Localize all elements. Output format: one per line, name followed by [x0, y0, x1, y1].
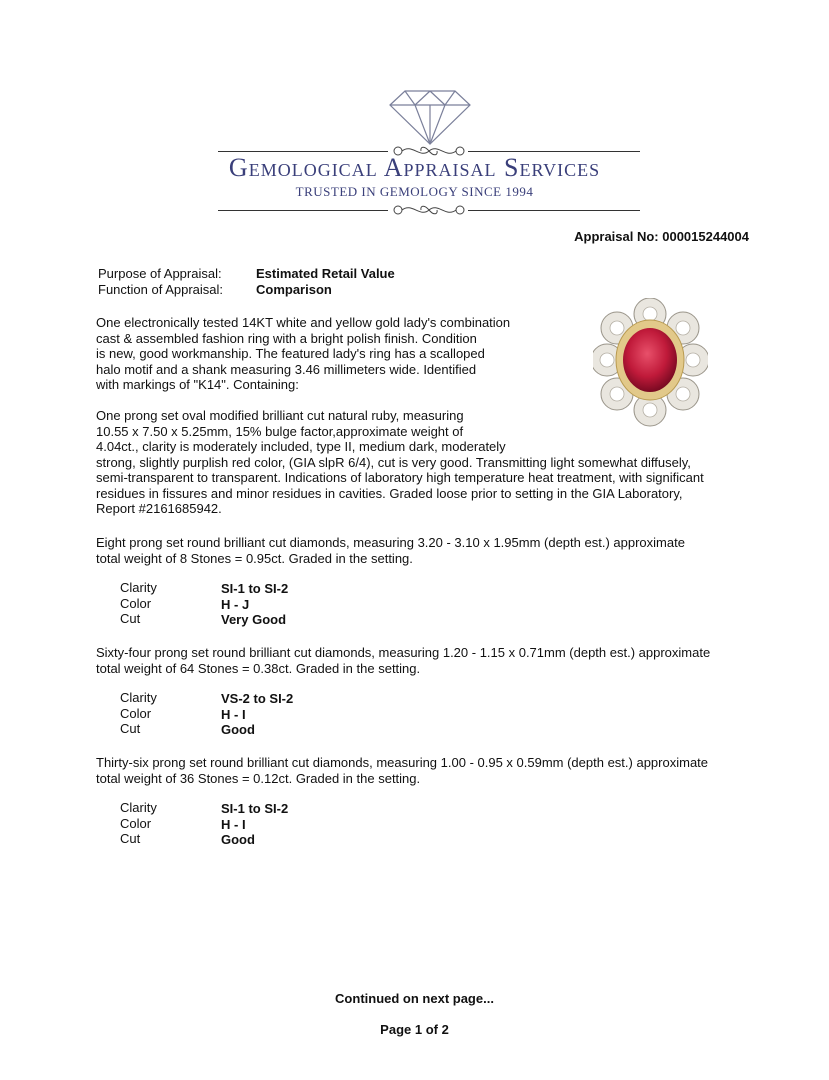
diamond-icon — [385, 88, 475, 146]
diamond-group-3-description — [96, 755, 708, 786]
diamond-group-line: Sixty-four prong set round brilliant cut diamonds, measuring 1.20 - 1.15 x 0.71mm (depth est.) approximate — [96, 645, 711, 660]
diamond-group-1-spec-values — [221, 581, 288, 628]
purpose-label: Purpose of Appraisal: — [98, 266, 222, 281]
page-number: Page 1 of 2 — [380, 1022, 449, 1037]
function-value: Comparison — [256, 282, 332, 297]
diamond-group-line: Thirty-six prong set round brilliant cut diamonds, measuring 1.00 - 0.95 x 0.59mm (depth est.) approximate — [96, 755, 709, 770]
spec-label-cut: Cut — [120, 611, 141, 626]
description-line: with markings of "K14". Containing: — [96, 377, 299, 392]
spec-value-clarity: SI-1 to SI-2 — [221, 801, 289, 816]
spec-label-color: Color — [120, 815, 152, 831]
diamond-group-3-spec-labels — [120, 800, 157, 847]
company-name: Gemological Appraisal Services — [228, 153, 601, 182]
purpose-value: Estimated Retail Value — [256, 266, 395, 281]
header-rule-top-left — [218, 151, 388, 152]
spec-label-cut: Cut — [120, 721, 141, 736]
diamond-group-2-description — [96, 645, 710, 676]
ruby-line: 4.04ct., clarity is moderately included, type II, medium dark, moderately — [96, 439, 506, 454]
continued-note: Continued on next page... — [335, 991, 494, 1006]
spec-value-color: H - I — [221, 706, 246, 722]
spec-value-clarity: SI-1 to SI-2 — [221, 581, 289, 596]
header-rule-bottom-right — [468, 210, 640, 211]
diamond-group-2-spec-labels — [120, 690, 157, 737]
spec-value-cut: Good — [221, 722, 255, 737]
diamond-group-line: total weight of 36 Stones = 0.12ct. Graded in the setting. — [96, 770, 421, 786]
spec-value-cut: Good — [221, 832, 255, 847]
spec-value-clarity: VS-2 to SI-2 — [221, 691, 294, 706]
diamond-group-line: total weight of 8 Stones = 0.95ct. Graded in the setting. — [96, 550, 413, 566]
description-line: is new, good workmanship. The featured lady's ring has a scalloped — [96, 346, 485, 361]
ruby-line: One prong set oval modified brilliant cut natural ruby, measuring — [96, 408, 464, 423]
header-rule-bottom-left — [218, 210, 388, 211]
ruby-line: strong, slightly purplish red color, (GIA slpR 6/4), cut is very good. Transmitting light somewhat diffusely, — [96, 454, 691, 470]
ruby-description — [96, 408, 704, 517]
ring-description — [96, 315, 510, 393]
header-rule-top-right — [468, 151, 640, 152]
spec-label-cut: Cut — [120, 831, 141, 846]
ruby-line: 10.55 x 7.50 x 5.25mm, 15% bulge factor,approximate weight of — [96, 423, 464, 439]
spec-label-clarity: Clarity — [120, 690, 157, 705]
description-line: One electronically tested 14KT white and yellow gold lady's combination — [96, 315, 511, 330]
diamond-group-line: total weight of 64 Stones = 0.38ct. Graded in the setting. — [96, 660, 421, 676]
diamond-group-3-spec-values — [221, 801, 288, 848]
ruby-line: semi-transparent to transparent. Indications of laboratory high temperature heat treatment, with significant — [96, 470, 704, 485]
diamond-group-2-spec-values — [221, 691, 293, 738]
spec-label-clarity: Clarity — [120, 800, 157, 815]
spec-label-color: Color — [120, 595, 152, 611]
description-line: halo motif and a shank measuring 3.46 millimeters wide. Identified — [96, 361, 477, 377]
spec-label-clarity: Clarity — [120, 580, 157, 595]
spec-value-color: H - J — [221, 596, 250, 612]
spec-value-color: H - I — [221, 816, 246, 832]
company-tagline: TRUSTED IN GEMOLOGY SINCE 1994 — [295, 184, 534, 199]
function-label: Function of Appraisal: — [98, 282, 224, 297]
flourish-ornament-bottom — [390, 202, 468, 218]
diamond-group-1-spec-labels — [120, 580, 157, 627]
description-line: cast & assembled fashion ring with a bright polish finish. Condition — [96, 330, 477, 346]
spec-value-cut: Very Good — [221, 612, 287, 627]
appraisal-number: Appraisal No: 000015244004 — [574, 229, 749, 244]
spec-label-color: Color — [120, 705, 152, 721]
ruby-line: Report #2161685942. — [96, 501, 222, 516]
diamond-group-1-description — [96, 535, 685, 566]
diamond-group-line: Eight prong set round brilliant cut diamonds, measuring 3.20 - 3.10 x 1.95mm (depth est.) approximate — [96, 535, 685, 550]
ruby-line: residues in fissures and minor residues in cavities. Graded loose prior to setting in the GIA Laboratory, — [96, 485, 683, 501]
